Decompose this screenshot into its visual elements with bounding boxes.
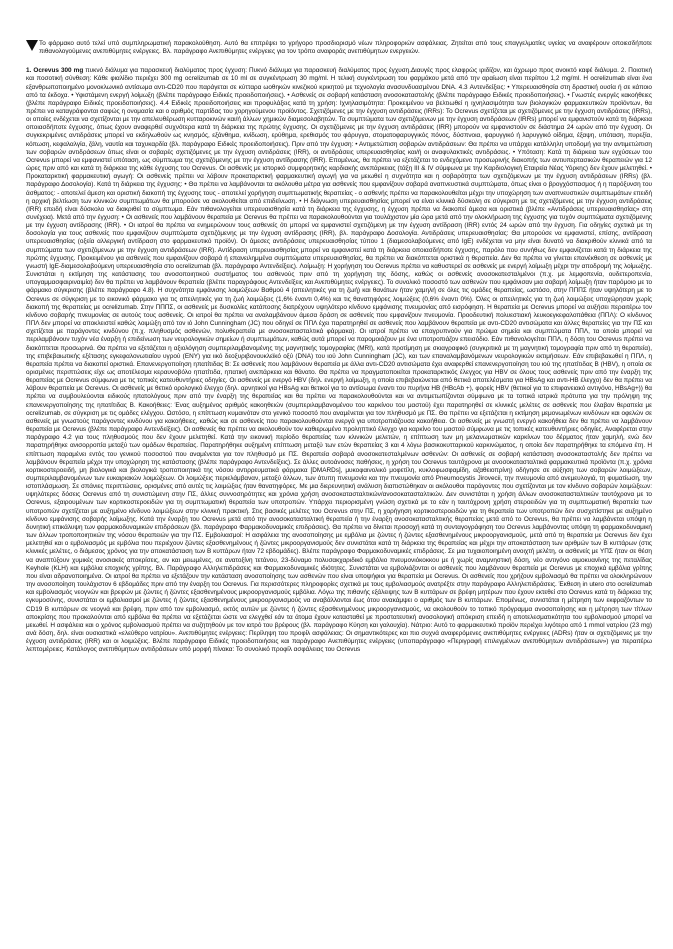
black-triangle-icon	[26, 40, 38, 51]
smpc-paragraph: πυκνό διάλυμα για παρασκευή διαλύματος προς έγχυση: Πυκνό διάλυμα για παρασκευή διαλύματος προς έγχυση.Διαυγές προς ελαφρώς ιριδίζον, και άχρωμο προς ανοικτό καφέ διάλυμα. 2. Ποιοτική και ποσοτική σύνθεση: Κάθε φιαλίδιο περιέχει 300 mg ocrelizumab σε 10 ml σε συγκέντρωση 30 mg/ml. Η τελική συγκέντρωση του φαρμάκου μετά από την αραίωση είναι περίπου 1,2 mg/ml. Η ocrelizumab είναι ένα εξανθρωποποιημένο μονοκλωνικό αντίσωμα αντι-CD20 που παράγεται σε κύτταρα ωοθηκών κινεζικού κρικητού με τεχνολογία ανασυνδυασμένου DNA. 4.3 Αντενδείξεις: • Υπερευαισθησία στη δραστική ουσία ή σε κάποιο από τα έκδοχα. • Υφιστάμενη ενεργή λοίμωξη (βλέπε παράγραφο Ειδικές προειδοποιήσεις). • Ασθενείς σε σοβαρή κατάσταση ανοσοκαταστολής (βλέπε παράγραφο Ειδικές προειδοποιήσεις). • Γνωστές ενεργές κακοήθειες (βλέπε παράγραφο Ειδικές προειδοποιήσεις). 4.4 Ειδικές προειδοποιήσεις και προφυλάξεις κατά τη χρήση: Ιχνηλασιμότητα: Προκειμένου να βελτιωθεί η ιχνηλασιμότητα των βιολογικών φαρμακευτικών προϊόντων, θα πρέπει να καταγράφονται σαφώς η ονομασία και ο αριθμός παρτίδας του χορηγούμενου προϊόντος. Σχετιζόμενες με την έγχυση αντιδράσεις (IRRs): Το Ocrevus σχετίζεται με σχετιζόμενες με την έγχυση αντιδράσεις (IRRs), οι οποίες ενδέχεται να σχετίζονται με την απελευθέρωση κυτταροκινών και/ή άλλων χημικών διαμεσολαβητών. Τα συμπτώματα των σχετιζόμενων με την έγχυση αντιδράσεων (IRRs) μπορεί να εμφανιστούν κατά τη διάρκεια οποιασδήποτε έγχυσης, όπως έχουν αναφερθεί συχνότερα κατά τη διάρκεια της πρώτης έγχυσης. Οι σχετιζόμενες με την έγχυση αντιδράσεις (IRR) μπορούν να εμφανιστούν σε διάστημα 24 ωρών από την έγχυση. Οι συγκεκριμένες αντιδράσεις μπορεί να εκδηλωθούν ως κνησμός, εξάνθημα, κνίδωση, ερύθημα, ερεθισμός του φάρυγγα, στοματοφαρυγγικός πόνος, δύσπνοια, φαρυγγικό ή λαρυγγικό οίδημα, έξαψη, υπόταση, πυρεξία, κόπωση, κεφαλαλγία, ζάλη, ναυτία και ταχυκαρδία (βλ. παράγραφο Ειδικές προειδοποιήσεις). Πριν από την έγχυση: • Αντιμετώπιση σοβαρών αντιδράσεων: Θα πρέπει να υπάρχει κατάλληλη υποδομή για την αντιμετώπιση των σοβαρών αντιδράσεων όπως είναι οι σοβαρές σχετιζόμενες με την έγχυση αντιδράσεις (IRR), οι αντιδράσεις υπερευαισθησίας και/ή οι αναφυλακτικές αντιδράσεις. • Υπόταση: Κατά τη διάρκεια των εγχύσεων του Ocrevus μπορεί να εμφανιστεί υπόταση, ως σύμπτωμα της σχετιζόμενης με την έγχυση αντίδρασης (IRR). Επομένως, θα πρέπει να εξετάζεται το ενδεχόμενο προσωρινής διακοπής των αντιυπερτασικών θεραπειών για 12 ώρες πριν από και κατά τη διάρκεια της κάθε έγχυσης του Ocrevus. Οι ασθενείς με ιστορικό συμφορητικής καρδιακής ανεπάρκειας (τάξη III & IV σύμφωνα με την Καρδιολογική Εταιρεία Νέας Υόρκης) δεν έχουν μελετηθεί. • Προκαταρκτική φαρμακευτική αγωγή: Οι ασθενείς πρέπει να λάβουν προκαταρκτική φαρμακευτική αγωγή για να μειωθεί η συχνότητα και η σοβαρότητα των σχετιζόμενων με την έγχυση αντιδράσεων (IRRs) (βλ. παράγραφο Δοσολογία). Κατά τη διάρκεια της έγχυσης: • Θα πρέπει να λαμβάνονται τα ακόλουθα μέτρα για ασθενείς που εμφανίζουν σοβαρά αναπνευστικά συμπτώματα, όπως είναι ο βρογχόσπασμος ή η παρόξυνση του άσθματος: - αποτελεί άμεση και οριστική διακοπή της έγχυσης τους - αποτελεί χορήγηση συμπτωματικής θεραπείας - ο ασθενής πρέπει να παρακολουθείται μέχρι την υποχώρηση των αναπνευστικών συμπτωμάτων επειδή η αρχική βελτίωση των κλινικών συμπτωμάτων θα μπορούσε να ακολουθείται από επιδείνωση. • Η διάγνωση υπερευαισθησίας μπορεί να είναι κλινικά δύσκολη σε σύγκριση με τις σχετιζόμενες με την έγχυση αντιδράσεις (IRR) επειδή είναι δύσκολο να διακριθεί το σύμπτωμα. Εάν πιθανολογείται υπερευαισθησία κατά τη διάρκεια της έγχυσης, η έγχυση πρέπει να διακοπεί άμεσα και οριστικά (βλέπε «Αντιδράσεις υπερευαισθησίας» στη συνέχεια). Μετά από την έγχυση: • Οι ασθενείς που λαμβάνουν θεραπεία με Ocrevus θα πρέπει να παρακολουθούνται για τουλάχιστον μία ώρα μετά από την ολοκλήρωση της έγχυσης για τυχόν συμπτώματα σχετιζόμενης με την έγχυση αντίδρασης (IRR). • Οι ιατροί θα πρέπει να ενημερώνουν τους ασθενείς ότι μπορεί να εμφανιστεί σχετιζόμενη με την έγχυση αντίδραση (IRR) εντός 24 ωρών από την έγχυση. Για οδηγίες σχετικά με τη δοσολογία για τους ασθενείς που εμφανίζουν συμπτώματα σχετιζόμενης με την έγχυση αντίδρασης (IRR), βλ. παράγραφο Δοσολογία. Αντιδράσεις υπερευαισθησίας: Θα μπορούσε να εμφανιστεί, επίσης, αντίδραση υπερευαισθησίας (οξεία αλλεργική αντίδραση στο φαρμακευτικό προϊόν). Οι άμεσες αντιδράσεις υπερευαισθησίας τύπου 1 (διαμεσολαβούμενες από IgE) ενδέχεται να μην είναι δυνατό να διακριθούν κλινικά από τα συμπτώματα των σχετιζόμενων με την έγχυση αντιδράσεων (IRR). Αντίδραση υπερευαισθησίας μπορεί να εμφανιστεί κατά τη διάρκεια οποιασδήποτε έγχυσης, παρόλο που συνήθως δεν εμφανίζεται κατά τη διάρκεια της πρώτης έγχυσης. Προκειμένου για ασθενείς που εμφανίζουν σοβαρά ή επανειλημμένα συμπτώματα υπερευαισθησίας, θα πρέπει να διακόπτεται οριστικά η θεραπεία. Δεν θα πρέπει να γίνεται επανέκθεση σε ασθενείς με γνωστή IgE-διαμεσολαβούμενη υπερευαισθησία στο ocrelizumab (βλ. παράγραφο Αντενδείξεις). Λοίμωξη: Η χορήγηση του Ocrevus πρέπει να καθυστερεί σε ασθενείς με ενεργή λοίμωξη μέχρι την αποδρομή της λοίμωξης. Συνιστάται η εκτίμηση της κατάστασης του ανοσοποιητικού συστήματος του ασθενούς πριν από τη χορήγηση της δόσης, καθώς οι ασθενείς ανοσοκατεσταλμένοι (π.χ. με λεμφοπενία, ουδετεροπενία, υπογαμμασφαιριναιμία) δεν θα πρέπει να λαμβάνουν θεραπεία (βλέπε παραγράφους Αντενδείξεις και Ανεπιθύμητες ενέργειες). Το συνολικό ποσοστό των ασθενών που εμφάνισαν μια σοβαρή λοίμωξη ήταν παρόμοιο με το φάρμακο σύγκρισης (βλέπε παράγραφο 4.8). Η συχνότητα εμφάνισης λοιμώξεων Βαθμού 4 (απειλητικές για τη ζωή) και θανάτων ήταν χαμηλή σε όλες τις ομάδες θεραπείας, ωστόσο, στην ΠΠΠΣ ήταν υψηλότερη με το Ocrevus σε σύγκριση με το εικονικό φάρμακο για τις απειλητικές για τη ζωή λοιμώξεις (1,6% έναντι 0,4%) και τις θανατηφόρες λοιμώξεις (0,6% έναντι 0%). Όλες οι απειλητικές για τη ζωή λοιμώξεις υποχώρησαν χωρίς διακοπή της θεραπείας με ocrelizumab. Στην ΠΠΠΣ, οι ασθενείς με δυσκολίες κατάποσης διατρέχουν υψηλότερο κίνδυνο εμφάνισης πνευμονίας από εισρόφηση. Η θεραπεία με Ocrevus μπορεί να αυξήσει περαιτέρω τον κίνδυνο σοβαρής πνευμονίας σε αυτούς τους ασθενείς. Οι ιατροί θα πρέπει να αναλαμβάνουν άμεσα δράση σε ασθενείς που εμφανίζουν πνευμονία. Προοδευτική πολυεστιακή λευκοεγκεφαλοπάθεια (ΠΠΛ): Ο κίνδυνος ΠΠΛ δεν μπορεί να αποκλειστεί καθώς λοιμώξη από τον ιό John Cunningham (JC) που οδηγεί σε ΠΠΛ έχει παρατηρηθεί σε ασθενείς που λαμβάνουν θεραπεία με αντι-CD20 αντισώματα και άλλες θεραπείες για την ΠΣ και σχετίζεται με παράγοντες κινδύνου (π.χ. πληθυσμός ασθενών, πολυθεραπεία με ανοσοκατασταλτικά φάρμακα). Οι ιατροί πρέπει να επαγρυπνούν για πρώιμα σημεία και συμπτώματα ΠΠΛ, τα οποία μπορεί να περιλαμβάνουν τυχόν νέα έναρξη ή επιδείνωση των νευρολογικών σημείων ή συμπτωμάτων, καθώς αυτά μπορεί να παρομοιάζουν με ένα υποτροπιάζον επεισόδιο. Εάν πιθανολογείται ΠΠΛ, η δόση του Ocrevus πρέπει να διακόπτεται προσωρινά. Θα πρέπει να εξετάζεται η αξιολόγηση συμπεριλαμβανομένης της μαγνητικής τομογραφίας (MRI), κατά προτίμηση με σκιαγραφικό (συγκριτικά με τη μαγνητική τομογραφία πριν από τη θεραπεία), της επιβεβαιωτικής εξέτασης εγκεφαλονωτιαίου υγρού (ENY) για ιικό δεοξυριβονουκλεϊκό οξύ (DNA) του ιού John Cunningham (JC), και των επαναλαμβανόμενων νευρολογικών εκτιμήσεων. Εάν επιβεβαιωθεί η ΠΠΛ, η θεραπεία πρέπει να διακοπεί οριστικά. Επανενεργοποίηση ηπατίτιδας Β: Σε ασθενείς που λαμβάνουν θεραπεία με άλλα αντι-CD20 αντισώματα έχει αναφερθεί επανενεργοποίηση του ιού της ηπατίτιδας Β (HBV), η οποία σε ορισμένες περιπτώσεις είχε ως αποτέλεσμα κεραυνοβόλο ηπατίτιδα, ηπατική ανεπάρκεια και θάνατο. Θα πρέπει να πραγματοποιείται προκαταρκτικός έλεγχος για HBV σε όλους τους ασθενείς πριν από την έναρξη της θεραπείας με Ocrevus σύμφωνα με τις τοπικές κατευθυντήριες οδηγίες. Οι ασθενείς με ενεργό HBV (δηλ. ενεργή λοίμωξη, η οποία επιβεβαιώνεται από θετικά αποτελέσματα για HBsAg και αντι-HB έλεγχο) δεν θα πρέπει να λάβουν θεραπεία με Ocrevus. Οι ασθενείς με θετικό ορολογικό έλεγχο (δηλ. αρνητικοί για HBsAg και θετικοί για το αντίσωμα έναντι του πυρήνα HB (HBcAb +), φορείς HBV (θετικοί για το επιφανειακό αντιγόνο, HBsAg+)) θα πρέπει να συμβουλεύονται ειδικούς ηπατολόγους πριν από την έναρξη της θεραπείας και θα πρέπει να παρακολουθούνται και να αντιμετωπίζονται σύμφωνα με τα τοπικά ιατρικά πρότυπα για την πρόληψη της επανενεργοποίησης της ηπατίτιδας Β. Κακοήθειες: Ένας αυξημένος αριθμός κακοηθειών (συμπεριλαμβανομένου του καρκίνου του μαστού) έχει παρατηρηθεί σε κλινικές μελέτες σε ασθενείς που έλαβαν θεραπεία με ocrelizumab, σε σύγκριση με τις ομάδες ελέγχου. Ωστόσο, η επίπτωση κυμαινόταν στο γενικό ποσοστό που αναμένεται για τον πληθυσμό με ΠΣ. Θα πρέπει να εξετάζεται η εκτίμηση μεμονωμένων κινδύνων και οφελών σε ασθενείς με γνωστούς παράγοντες κινδύνου για κακοήθειες, καθώς και σε ασθενείς που παρακολουθούνται ενεργά για υποτροπιάζουσα κακοήθεια. Οι ασθενείς με γνωστή ενεργό κακοήθεια δεν θα πρέπει να λαμβάνουν θεραπεία με Ocrevus (βλέπε παράγραφο Αντενδείξεις). Οι ασθενείς θα πρέπει να ακολουθούν τον καθιερωμένο προληπτικό έλεγχο για καρκίνο του μαστού σύμφωνα με τις τοπικές κατευθυντήριες οδηγίες. Αναφέρεται στην παράγραφο 4.2 για τους πληθυσμούς που δεν έχουν μελετηθεί. Κατά την εικονική περίοδο θεραπείας των κλινικών μελετών, η επίπτωση των μη μελανωματικών καρκίνων του δέρματος ήταν χαμηλή, ενώ δεν παρατηρήθηκε ανισορροπία μεταξύ των ομάδων θεραπείας. Παρατηρήθηκε αυξημένη επίπτωση μεταξύ των ετών θεραπείας 3 και 4 λόγω βασικοκυτταρικού καρκινώματος, η οποία δεν παρατηρήθηκε τα επόμενα έτη. Η επίπτωση παραμένει εντός του γενικού ποσοστού που αναμένεται για τον πληθυσμό με ΠΣ. Θεραπεία σοβαρά ανοσοκατεσταλμένων ασθενών: Οι ασθενείς σε σοβαρή κατάσταση ανοσοκαταστολής δεν πρέπει να λαμβάνουν θεραπεία μέχρι την υποχώρηση της κατάστασης (βλέπε παράγραφο Αντενδείξεις). Σε άλλες αυτοάνοσες παθήσεις, η χρήση του Ocrevus ταυτόχρονα με ανοσοκατασταλτικά φαρμακευτικά προϊόντα (π.χ. χρόνια κορτικοστεροειδή, μη βιολογικά και βιολογικά τροποποιητικά της νόσου αντιρρευματικά φάρμακα [DMARDs], μυκοφαινολικό μοφετίλη, κυκλοφωσφαμίδη, αζαθειοπρίνη) οδήγησε σε αύξηση των σοβαρών λοιμώξεων, συμπεριλαμβανομένων των ευκαιριακών λοιμώξεων. Οι λοιμώξεις περιελάμβαναν, μεταξύ άλλων, των άτυπη πνευμονία και την πνευμονία από Pneumocystis Jirovecii, την πνευμονία από ανεμευλογιά, τη φυματίωση, την ιστοπλάσμωση. Σε σπάνιες περιπτώσεις, ορισμένες από αυτές τις λοιμώξεις ήταν θανατηφόρες. Με μια διερευνητική ανάλυση διαπιστώθηκαν οι ακόλουθοι παράγοντες που σχετίζονται με τον κίνδυνο σοβαρών λοιμώξεων: υψηλότερες δόσεις Ocrevus από τη συνιστώμενη στην ΠΣ, άλλες συννοσηρότητες και χρόνια χρήση ανοσοκατασταλτικών/ανοσοκατασταλτικών. Δεν συνιστάται η χρήση άλλων ανοσοκατασταλτικών ταυτόχρονα με το Ocrevus, εξαιρουμένων των κορτικοστεροειδών για τη συμπτωματική θεραπεία των υποτροπών. Υπάρχει περιορισμένη γνώση σχετικά με το εάν η ταυτόχρονη χρήση στεροειδών για τη συμπτωματική θεραπεία των υποτροπών σχετίζεται με αυξημένο κίνδυνο λοιμώξεων στην κλινική πρακτική. Στις βασικές μελέτες του Ocrevus στην ΠΣ, η χορήγηση κορτικοστεροειδών για τη θεραπεία των υποτροπών δεν συσχετίστηκε με αυξημένο κίνδυνο εμφάνισης σοβαρής λοίμωξης. Κατά την έναρξη του Ocrevus μετά από την ανοσοκατασταλτική θεραπεία ή την έναρξη ανοσοκατασταλτικής θεραπείας μετά από το Ocrevus, θα πρέπει να λαμβάνεται υπόψη η δυνητική επικάλυψη των φαρμακοδυναμικών επιδράσεων (βλ. παράγραφο Φαρμακοδυναμικές επιδράσεις). Θα πρέπει να δίνεται προσοχή κατά τη συνταγογράφηση του Ocrevus λαμβάνοντας υπόψη τη φαρμακοδυναμική των άλλων τροποποιητικών της νόσου θεραπειών για την ΠΣ. Εμβολιασμοί: Η ασφάλεια της ανοσοποίησης με εμβόλια με ζώντες ή ζώντες εξασθενημένους μικροοργανισμούς, μετά από τη θεραπεία με Ocrevus δεν έχει μελετηθεί και ο εμβολιασμός με εμβόλια που περιέχουν ζώντες εξασθενημένους ή ζώντες μικροοργανισμούς δεν συνιστάται κατά τη διάρκεια της θεραπείας και μέχρι την αποκατάσταση των αριθμών των Β κυττάρων (στις κλινικές μελέτες, ο διάμεσος χρόνος για την αποκατάσταση των Β κυττάρων ήταν 72 εβδομάδες). Βλέπε παράγραφο Φαρμακοδυναμικές επιδράσεις. Σε μια τυχαιοποιημένη ανοιχτή μελέτη, οι ασθενείς με ΥΠΣ ήταν σε θέση να αναπτύξουν χυμικές ανοσιακές αποκρίσεις, αν και μειωμένες, σε ανατοξίνη τετάνου, 23-δύναμο πολυσακχαριδικό εμβόλιο πνευμονιόκοκκου με ή χωρίς αναμνηστική δόση, νέο αντιγόνο αιμοκυανίνης της πεταλίδας Keyhole (KLH) και εμβόλια εποχικής γρίπης. Βλ. Παράγραφο Αλληλεπιδράσεις και Φαρμακοδυναμικές ιδιότητες. Συνιστάται να εμβολιάζονται οι ασθενείς που λαμβάνουν θεραπεία με Ocrevus με εποχικά εμβόλια γρίπης που είναι αδρανοποιημένα. Οι ιατροί θα πρέπει να εξετάζουν την κατάσταση ανοσοποίησης των ασθενών που είναι υποψήφιοι για θεραπεία με Ocrevus. Οι ασθενείς που χρήζουν εμβολιασμό θα πρέπει να ολοκληρώνουν την ανοσοποίηση τουλάχιστον 6 εβδομάδες πριν από την έναρξη του Ocrevus. Για περισσότερες πληροφορίες σχετικά με τους εμβολιασμούς ανατρέξτε στην παράγραφο Αλληλεπιδράσεις. Έκθεση in utero στο ocrelizumab και εμβολιασμός νεογνών και βρεφών με ζώντες ή ζώντες εξασθενημένους μικροοργανισμούς εμβόλια. Λόγω της πιθανής εξάλειψης των Β κυττάρων σε βρέφη μητέρων που έχουν εκτεθεί στο Ocrevus κατά τη διάρκεια της εγκυμοσύνης, συνιστάται οι εμβολιασμοί με ζώντες ή ζώντες εξασθενημένους μικροοργανισμούς να αναβάλλονται έως ότου ανακάμψει ο αριθμός των Β κυττάρων. Επομένως, συνιστάται η μέτρηση των εκφραζόντων το CD19 Β κυττάρων σε νεογνά και βρέφη, πριν από τον εμβολιασμό, εκτός αυτών με ζώντες ή ζώντες εξασθενημένους μικροοργανισμούς, να ακολουθούν το τοπικό πρόγραμμα ανοσοποίησης και η μέτρηση των τίτλων αποκρίσης που προκαλούνται από εμβόλια θα πρέπει να εξετάζεται ώστε να ελεγχθεί εάν τα άτομα έχουν κατασταθεί με προστατευτική ανοσολογική απόκριση επειδή η αποτελεσματικότητα του εμβολιασμού μπορεί να μειωθεί. Η ασφάλεια και ο χρόνος εμβολιασμού πρέπει να συζητηθούν με τον ιατρό του βρέφους (βλ. παράγραφο Κύηση και γαλουχία). Νάτριο: Αυτό το φαρμακευτικό προϊόν περιέχει λιγότερο από 1 mmol νατρίου (23 mg) ανά δόση, δηλ. είναι ουσιαστικά «ελεύθερο νατρίου». Ανεπιθύμητες ενέργειες: Περίληψη του προφίλ ασφάλειας: Οι σημαντικότερες και πιο συχνά αναφερόμενες ανεπιθύμητες ενέργειες (ADRs) ήταν οι σχετιζόμενες με την έγχυση αντιδράσεις (IRR) και οι λοιμώξεις. Βλέπε παράγραφο Ειδικές προειδοποιήσεις και παράγραφο Ανεπιθύμητες ενέργειες (υποπαράγραφο «Περιγραφή επιλεγμένων ανεπιθύμητων αντιδράσεων») για περαιτέρω λεπτομέρειες. Κατάλογος ανεπιθύμητων αντιδράσεων υπό μορφή πίνακα: Το συνολικό προφίλ ασφάλειας του Ocrevus	[26, 67, 652, 654]
monitoring-notice-text: Το φάρμακο αυτό τελεί υπό συμπληρωματική παρακολούθηση. Αυτό θα επιτρέψει το γρήγορο προσδιορισμό νέων πληροφοριών ασφάλειας. Ζητείται από τους επαγγελματίες υγείας να αναφέρουν οποιεσδήποτε πιθανολογούμενες ανεπιθύμητες ενέργειες. Βλ. παράγραφο Ανεπιθύμητες ενέργειες για τον τρόπο αναφοράς ανεπιθύμητων ενεργειών.	[39, 40, 652, 56]
monitoring-notice	[26, 40, 652, 56]
smpc-body-text	[26, 67, 652, 935]
product-name-lead: 1. Ocrevus 300 mg	[26, 67, 84, 75]
document-page	[26, 40, 652, 935]
